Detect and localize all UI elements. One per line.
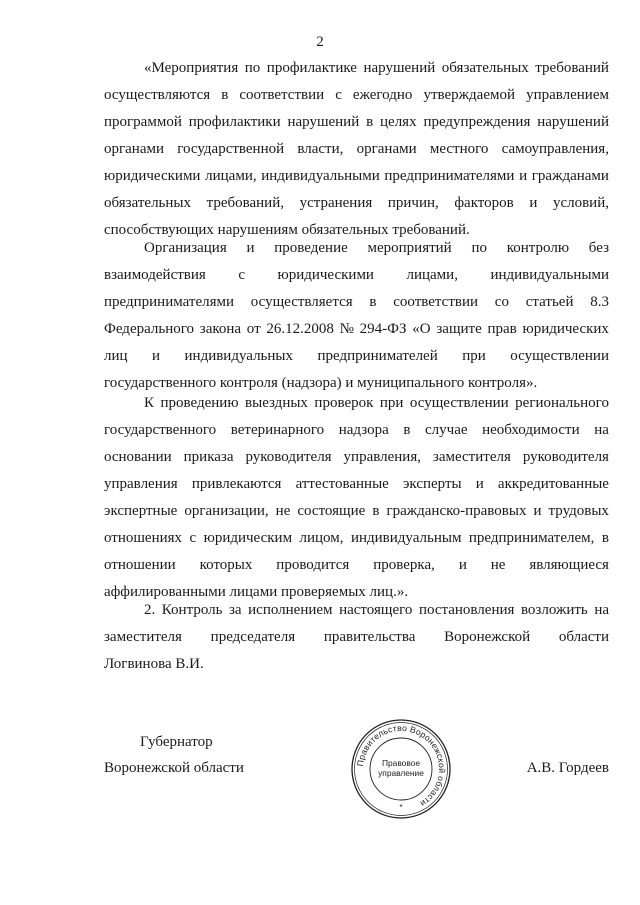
paragraph-control-without-interaction (104, 235, 609, 397)
word: устранения (299, 195, 373, 211)
word: профилактики (188, 114, 281, 130)
word: привлекаются (191, 476, 282, 492)
word: предупреждения (423, 114, 531, 130)
word: утверждаемой (423, 87, 516, 103)
text-line (104, 343, 609, 370)
word: государственного (104, 422, 217, 438)
word: трудовых (548, 503, 609, 519)
word: области (558, 629, 609, 645)
word: индивидуальными (261, 168, 380, 184)
word: Организация (144, 240, 227, 256)
word: самоуправления, (501, 141, 609, 157)
word: экспертные (104, 503, 178, 519)
word: и (529, 195, 538, 211)
text-line (104, 55, 609, 82)
word: лицами, (205, 168, 257, 184)
word: настоящего (339, 602, 413, 618)
paragraph-control-assignment (104, 597, 609, 678)
word: контроля». (467, 375, 538, 391)
word: управлением (526, 87, 609, 103)
word: с (335, 87, 342, 103)
word: Логвинова (104, 656, 176, 672)
word: Федерального (104, 321, 195, 337)
word: ежегодно (352, 87, 413, 103)
word: управления, (343, 449, 421, 465)
word: защите (436, 321, 482, 337)
word: руководителя (522, 449, 609, 465)
word: 26.12.2008 (266, 321, 334, 337)
word: гражданами (531, 168, 609, 184)
word: нарушений (287, 114, 360, 130)
word: надзора (338, 422, 389, 438)
word: ветеринарного (230, 422, 325, 438)
word: со (494, 294, 509, 310)
word: 294-ФЗ (359, 321, 407, 337)
text-line (104, 498, 609, 525)
word: по (471, 240, 487, 256)
page-number: 2 (316, 34, 324, 50)
word: лицом, (299, 530, 344, 546)
word: закона (199, 321, 242, 337)
word: случае (425, 422, 468, 438)
word: без (588, 240, 609, 256)
word: аффилированными (104, 584, 230, 600)
word: органами (356, 141, 417, 157)
word: нарушений (363, 60, 436, 76)
word: государственной (177, 141, 285, 157)
word: контролю (506, 240, 570, 256)
word: проводится (276, 557, 350, 573)
word: муниципального (357, 375, 468, 391)
word: индивидуальными (490, 267, 609, 283)
word: индивидуальным (350, 530, 462, 546)
word: лицами, (406, 267, 458, 283)
word: которых (199, 557, 253, 573)
word: осуществлении (510, 348, 609, 364)
word: К (144, 395, 155, 411)
word: аккредитованные (497, 476, 609, 492)
signatory-title-line2: Воронежской области (104, 760, 244, 776)
word: причин, (387, 195, 439, 211)
word: лиц.». (369, 584, 409, 600)
word: правительства (323, 629, 416, 645)
word: заместителя (104, 629, 182, 645)
word: органами (104, 141, 165, 157)
text-line (104, 525, 609, 552)
word: проверяемых (280, 584, 370, 600)
word: мероприятий (367, 240, 452, 256)
word: за (229, 602, 242, 618)
word: требований, (206, 195, 284, 211)
word: программой (104, 114, 182, 130)
word: юридическим (203, 530, 293, 546)
word: состоящие (297, 503, 366, 519)
word: от (246, 321, 261, 337)
text-line (104, 471, 609, 498)
word: осуществляются (104, 87, 211, 103)
word: соответствии (239, 87, 325, 103)
word: статьей (525, 294, 574, 310)
word: отношениях (104, 530, 183, 546)
text-line (104, 651, 609, 678)
word: предпринимателями (384, 168, 515, 184)
word: «О (412, 321, 431, 337)
signatory-name: А.В. Гордеев (526, 760, 609, 776)
word: проведению (160, 395, 239, 411)
word: приказа (183, 449, 234, 465)
word: предпринимателями (104, 294, 235, 310)
word: выездных (245, 395, 308, 411)
word: Контроль (161, 602, 223, 618)
word: и (533, 503, 542, 519)
seal-star: * (399, 803, 403, 812)
word: и (152, 348, 161, 364)
word: № (339, 321, 354, 337)
text-line (104, 136, 609, 163)
word: постановления (418, 602, 515, 618)
word: взаимодействия (104, 267, 206, 283)
word: лиц (104, 348, 128, 364)
word: на (594, 422, 609, 438)
text-line (104, 235, 609, 262)
word: требований. (392, 222, 470, 238)
word: при (462, 348, 486, 364)
word: заместителя (432, 449, 511, 465)
word: управления (104, 476, 178, 492)
word: исполнением (248, 602, 333, 618)
word: власти, (297, 141, 344, 157)
word: нарушений (537, 114, 609, 130)
word: предпринимателей (317, 348, 438, 364)
word: эксперты (402, 476, 462, 492)
word: обязательных (441, 60, 529, 76)
word: в (366, 114, 374, 130)
word: с (238, 267, 245, 283)
word: профилактике (266, 60, 357, 76)
word: в (369, 294, 377, 310)
word: юридических (522, 321, 609, 337)
word: проверок (314, 395, 374, 411)
word: нарушениям (217, 222, 302, 238)
word: Воронежской (444, 629, 531, 645)
text-line (104, 390, 609, 417)
text-line (104, 163, 609, 190)
word: гражданско-правовых (386, 503, 527, 519)
word: факторов (454, 195, 514, 211)
word: на (594, 602, 609, 618)
text-line (104, 417, 609, 444)
word: не (275, 503, 291, 519)
word: и (458, 557, 467, 573)
word: в (372, 503, 380, 519)
text-line (104, 262, 609, 289)
paragraph-field-inspections (104, 390, 609, 606)
word: условий, (552, 195, 609, 211)
paragraph-prevention-measures (104, 55, 609, 244)
word: 2. (144, 602, 156, 618)
word: и (246, 240, 255, 256)
word: требований (535, 60, 609, 76)
word: (надзора) (281, 375, 346, 391)
word: проверка, (373, 557, 435, 573)
seal-inner-line2: управление (378, 768, 424, 778)
word: не (490, 557, 506, 573)
word: «Мероприятия (144, 60, 239, 76)
word: В.И. (175, 656, 204, 672)
word: государственного (104, 375, 220, 391)
word: являющиеся (529, 557, 609, 573)
word: юридическими (277, 267, 374, 283)
seal-outer-text: Правительство Воронежской области (355, 722, 448, 809)
word: возложить (520, 602, 588, 618)
word: руководителя (245, 449, 332, 465)
word: и (345, 375, 358, 391)
text-line (104, 624, 609, 651)
seal-inner-line1: Правовое (381, 758, 421, 768)
official-seal-stamp (350, 718, 452, 820)
text-line (104, 109, 609, 136)
word: местного (429, 141, 489, 157)
text-line (104, 444, 609, 471)
word: предпринимателем, (468, 530, 595, 546)
word: по (244, 60, 261, 76)
word: юридическими (104, 168, 201, 184)
word: председателя (210, 629, 296, 645)
signatory-title-line1: Губернатор (140, 734, 213, 750)
text-line (104, 190, 609, 217)
text-line (104, 316, 609, 343)
word: осуществляется (250, 294, 353, 310)
text-line (104, 82, 609, 109)
word: необходимости (482, 422, 580, 438)
word: 8.3 (590, 294, 609, 310)
word: целях (380, 114, 417, 130)
word: осуществлении (409, 395, 509, 411)
word: в (403, 422, 411, 438)
word: обязательных (104, 195, 191, 211)
word: индивидуальных (184, 348, 293, 364)
word: способствующих (104, 222, 218, 238)
text-line (104, 289, 609, 316)
word: регионального (515, 395, 609, 411)
word: основании (104, 449, 172, 465)
word: в (221, 87, 229, 103)
word: с (189, 530, 197, 546)
word: в (601, 530, 609, 546)
word: отношении (104, 557, 176, 573)
word: контроля (219, 375, 282, 391)
word: организации, (184, 503, 269, 519)
word: аттестованные (295, 476, 389, 492)
word: лицами (229, 584, 281, 600)
word: прав (487, 321, 517, 337)
text-line (104, 597, 609, 624)
word: и (475, 476, 484, 492)
word: соответствии (393, 294, 479, 310)
text-line (104, 552, 609, 579)
word: при (379, 395, 404, 411)
word: проведение (274, 240, 348, 256)
word: и (519, 168, 528, 184)
word: обязательных (301, 222, 393, 238)
